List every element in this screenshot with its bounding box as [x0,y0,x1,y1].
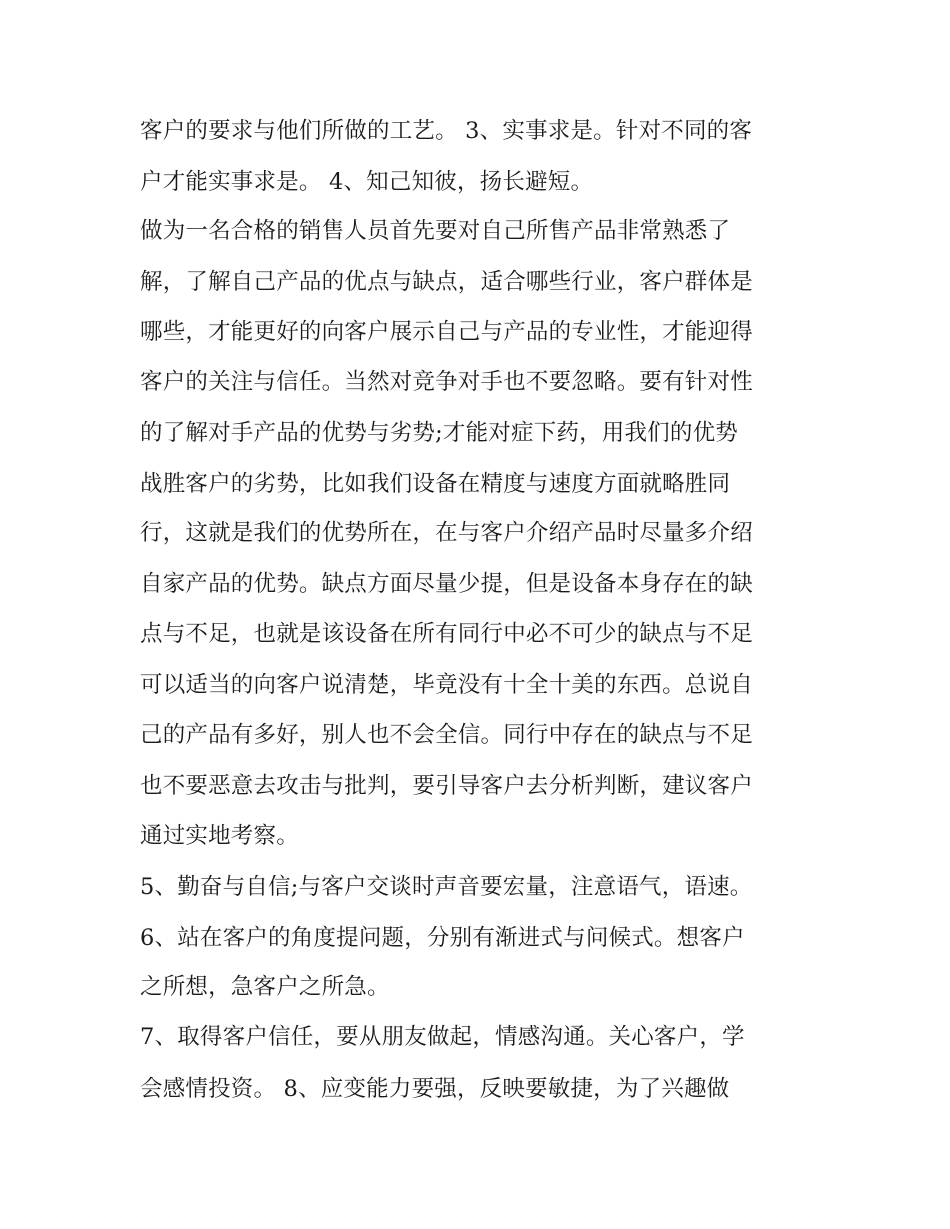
text-line: 点与不足，也就是该设备在所有同行中必不可少的缺点与不足 [140,621,753,647]
text-line: 之所想，急客户之所急。 [140,974,390,1000]
text-line: 哪些，才能更好的向客户展示自己与产品的专业性，才能迎得 [140,319,753,345]
text-line: 做为一名合格的销售人员首先要对自己所售产品非常熟悉了 [140,218,731,244]
text-line: 己的产品有多好，别人也不会全信。同行中存在的缺点与不足 [140,722,753,748]
text-line: 可以适当的向客户说清楚，毕竟没有十全十美的东西。总说自 [140,672,753,698]
text-line: 自家产品的优势。缺点方面尽量少提，但是设备本身存在的缺 [140,571,753,597]
text-line: 通过实地考察。 [140,823,299,849]
text-line: 也不要恶意去攻击与批判，要引导客户去分析判断，建议客户 [140,773,753,799]
text-line: 解，了解自己产品的优点与缺点，适合哪些行业，客户群体是 [140,269,753,295]
text-line: 的了解对手产品的优势与劣势;才能对症下药，用我们的优势 [140,420,738,446]
text-line: 战胜客户的劣势，比如我们设备在精度与速度方面就略胜同 [140,471,731,497]
text-line: 会感情投资。 8、应变能力要强，反映要敏捷，为了兴趣做 [140,1076,730,1102]
text-line: 行，这就是我们的优势所在，在与客户介绍产品时尽量多介绍 [140,520,753,546]
text-line: 5、勤奋与自信;与客户交谈时声音要宏量，注意语气，语速。 [140,874,753,900]
text-line: 6、站在客户的角度提问题，分别有渐进式与问候式。想客户 [140,925,745,951]
text-line: 客户的要求与他们所做的工艺。 3、实事求是。针对不同的客 [140,118,753,144]
text-line: 户才能实事求是。 4、知己知彼，扬长避短。 [140,169,594,195]
text-line: 客户的关注与信任。当然对竞争对手也不要忽略。要有针对性 [140,369,753,395]
text-line: 7、取得客户信任，要从朋友做起，情感沟通。关心客户，学 [140,1024,745,1050]
